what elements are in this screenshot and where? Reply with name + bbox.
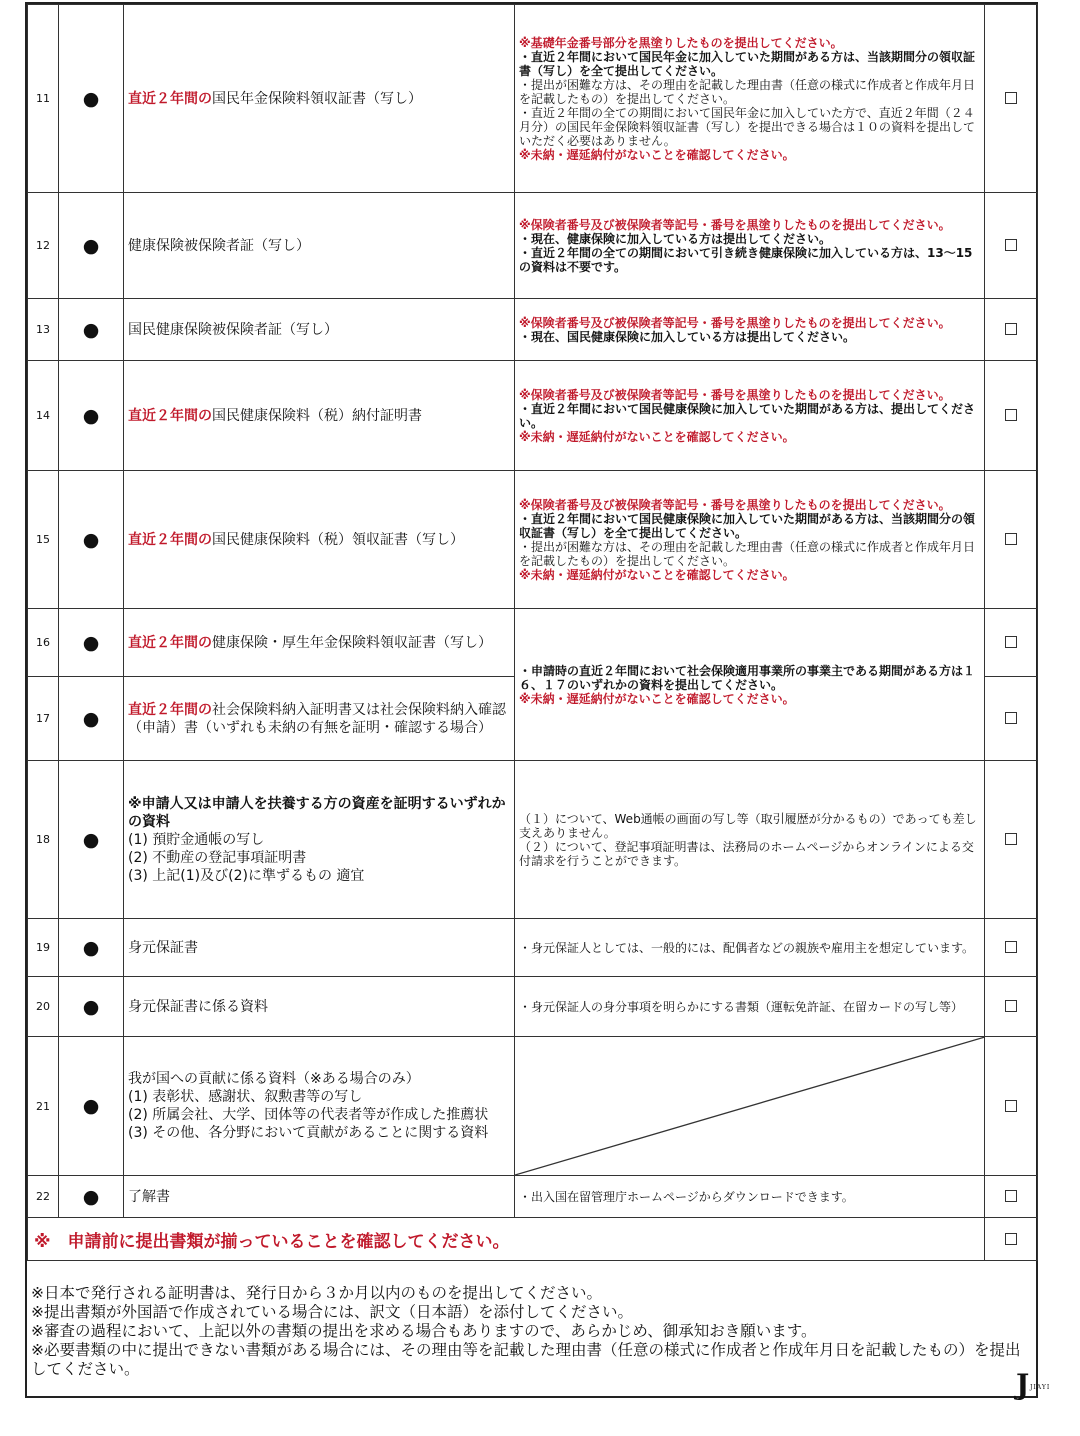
table-row: [28, 471, 1038, 609]
note-line: ※未納・遅延納付がないことを確認してください。: [519, 429, 795, 444]
document-notes: [515, 5, 985, 193]
document-title: 国民年金保険料領収証書（写し）: [212, 90, 422, 107]
checkbox-cell[interactable]: [985, 919, 1038, 977]
checkbox-cell[interactable]: [985, 1037, 1038, 1176]
document-title: 社会保険料納入証明書又は社会保険料納入確認（申請）書（いずれも未納の有無を証明・確認する場合）: [128, 701, 506, 736]
document-title: 健康保険被保険者証（写し）: [128, 237, 310, 254]
note-line: ※未納・遅延納付がないことを確認してください。: [519, 691, 795, 706]
document-name: [124, 919, 515, 977]
note-line: ・出入国在留管理庁ホームページからダウンロードできます。: [519, 1189, 854, 1204]
footnote: ※必要書類の中に提出できない書類がある場合には、その理由等を記載した理由書（任意の様式に作成者と作成年月日を記載したもの）を提出してください。: [31, 1341, 1021, 1378]
note-line: ・提出が困難な方は、その理由を記載した理由書（任意の様式に作成者と作成年月日を記載したもの）を提出してください。: [519, 539, 976, 568]
required-documents-table: [27, 4, 1038, 1261]
checkbox[interactable]: [1005, 941, 1017, 953]
note-line: ・現在、国民健康保険に加入している方は提出してください。: [519, 329, 856, 344]
document-title: 了解書: [128, 1188, 170, 1205]
checkbox[interactable]: [1005, 1190, 1017, 1202]
footnote: ※提出書類が外国語で作成されている場合には、訳文（日本語）を添付してください。: [31, 1303, 633, 1321]
row-number: 13: [28, 299, 59, 361]
note-line: ・直近２年間において国民健康保険に加入していた期間がある方は、当該期間分の領収証書（写し）を全て提出してください。: [519, 511, 976, 540]
note-line: ※保険者番号及び被保険者等記号・番号を黒塗りしたものを提出してください。: [519, 497, 951, 512]
row-number: 19: [28, 919, 59, 977]
required-bullet: ●: [59, 977, 124, 1037]
note-line: ※基礎年金番号部分を黒塗りしたものを提出してください。: [519, 35, 843, 50]
table-row: [28, 193, 1038, 299]
checkbox[interactable]: [1005, 1000, 1017, 1012]
table-row: [28, 361, 1038, 471]
table-row: [28, 299, 1038, 361]
required-bullet: ●: [59, 299, 124, 361]
checkbox[interactable]: [1005, 1100, 1017, 1112]
note-line: ・現在、健康保険に加入している方は提出してください。: [519, 231, 832, 246]
jiayi-logo: J JIAYI: [1016, 1368, 1051, 1401]
document-name: [124, 1037, 515, 1176]
document-title: 国民健康保険料（税）納付証明書: [212, 407, 422, 424]
checkbox[interactable]: [1005, 323, 1017, 335]
document-notes: [515, 609, 985, 761]
note-line: ・身元保証人の身分事項を明らかにする書類（運転免許証、在留カードの写し等）: [519, 999, 964, 1014]
document-notes: [515, 299, 985, 361]
checkbox-cell[interactable]: [985, 5, 1038, 193]
document-name: [124, 471, 515, 609]
note-line: ・直近２年間において国民年金に加入していた期間がある方は、当該期間分の領収証書（写し）を全て提出してください。: [519, 49, 976, 78]
row-number: 18: [28, 761, 59, 919]
checkbox-cell[interactable]: [985, 299, 1038, 361]
required-bullet: ●: [59, 609, 124, 677]
footnote: ※日本で発行される証明書は、発行日から３か月以内のものを提出してください。: [31, 1284, 602, 1302]
table-row: [28, 1176, 1038, 1218]
table-row: [28, 761, 1038, 919]
note-line: ※保険者番号及び被保険者等記号・番号を黒塗りしたものを提出してください。: [519, 217, 951, 232]
row-number: 16: [28, 609, 59, 677]
document-sheet: [25, 2, 1038, 1398]
document-name-line: (2) 不動産の登記事項証明書: [128, 849, 307, 866]
checkbox-cell[interactable]: [985, 361, 1038, 471]
period-highlight: 直近２年間の: [128, 407, 212, 424]
checkbox-cell[interactable]: [985, 1176, 1038, 1218]
period-highlight: 直近２年間の: [128, 701, 212, 718]
document-name: [124, 193, 515, 299]
document-name-line: 我が国への貢献に係る資料（※ある場合のみ）: [128, 1071, 420, 1087]
document-notes: [515, 761, 985, 919]
checkbox-cell[interactable]: [985, 977, 1038, 1037]
document-notes: [515, 193, 985, 299]
document-notes: [515, 1176, 985, 1218]
required-bullet: ●: [59, 1176, 124, 1218]
diagonal-strike: [515, 1037, 985, 1175]
note-line: ・直近２年間の全ての期間において国民年金に加入していた方で、直近２年間（２４月分）の国民年金保険料領収証書（写し）を提出できる場合は１０の資料を提出していただく必要はありません。: [519, 105, 976, 148]
checkbox-cell[interactable]: [985, 193, 1038, 299]
required-bullet: ●: [59, 677, 124, 761]
document-title: 国民健康保険料（税）領収証書（写し）: [212, 531, 464, 548]
checkbox[interactable]: [1005, 409, 1017, 421]
footnotes: [31, 1284, 1034, 1379]
required-bullet: ●: [59, 193, 124, 299]
row-number: 20: [28, 977, 59, 1037]
document-name: [124, 5, 515, 193]
document-name: [124, 677, 515, 761]
footnote: ※審査の過程において、上記以外の書類の提出を求める場合もありますので、あらかじめ、御承知おき願います。: [31, 1322, 817, 1340]
note-line: ・直近２年間の全ての期間において引き続き健康保険に加入している方は、13～15の資料は不要です。: [519, 245, 973, 274]
checkbox-cell[interactable]: [985, 761, 1038, 919]
note-line: （１）について、Web通帳の画面の写し等（取引履歴が分かるもの）であっても差し支えありません。: [519, 811, 977, 840]
confirm-message: ※ 申請前に提出書類が揃っていることを確認してください。: [28, 1218, 985, 1261]
required-bullet: ●: [59, 471, 124, 609]
document-name-line: (1) 表彰状、感謝状、叙勲書等の写し: [128, 1089, 363, 1105]
checkbox[interactable]: [1005, 1233, 1017, 1245]
not-applicable-cell: [515, 1037, 985, 1176]
note-line: ・身元保証人としては、一般的には、配偶者などの親族や雇用主を想定しています。: [519, 940, 975, 955]
note-line: ※保険者番号及び被保険者等記号・番号を黒塗りしたものを提出してください。: [519, 315, 951, 330]
checkbox[interactable]: [1005, 636, 1017, 648]
row-number: 21: [28, 1037, 59, 1176]
note-line: ※保険者番号及び被保険者等記号・番号を黒塗りしたものを提出してください。: [519, 387, 951, 402]
document-notes: [515, 977, 985, 1037]
table-row: [28, 609, 1038, 677]
required-bullet: ●: [59, 761, 124, 919]
row-number: 14: [28, 361, 59, 471]
checkbox-cell[interactable]: [985, 609, 1038, 677]
required-bullet: ●: [59, 5, 124, 193]
table-row: [28, 1037, 1038, 1176]
document-name: [124, 761, 515, 919]
checkbox-cell[interactable]: [985, 471, 1038, 609]
period-highlight: 直近２年間の: [128, 90, 212, 107]
document-notes: [515, 361, 985, 471]
required-bullet: ●: [59, 361, 124, 471]
document-name: [124, 609, 515, 677]
checkbox[interactable]: [1005, 712, 1017, 724]
row-number: 12: [28, 193, 59, 299]
document-title: 国民健康保険被保険者証（写し）: [128, 321, 338, 338]
note-line: ・申請時の直近２年間において社会保険適用事業所の事業主である期間がある方は１６、１７のいずれかの資料を提出してください。: [519, 663, 976, 692]
required-bullet: ●: [59, 919, 124, 977]
document-name-line: (3) その他、各分野において貢献があることに関する資料: [128, 1125, 489, 1141]
table-row: [28, 919, 1038, 977]
document-notes: [515, 919, 985, 977]
checkbox[interactable]: [1005, 533, 1017, 545]
document-name-line: (2) 所属会社、大学、団体等の代表者等が作成した推薦状: [128, 1107, 489, 1123]
document-name: [124, 299, 515, 361]
document-notes: [515, 471, 985, 609]
document-name-line: (1) 預貯金通帳の写し: [128, 831, 265, 848]
note-line: ・提出が困難な方は、その理由を記載した理由書（任意の様式に作成者と作成年月日を記載したもの）を提出してください。: [519, 77, 976, 106]
document-name-line: (3) 上記(1)及び(2)に準ずるもの 適宜: [128, 867, 365, 884]
checkbox-cell[interactable]: [985, 677, 1038, 761]
document-title: 身元保証書: [128, 939, 198, 956]
document-name-line: ※申請人又は申請人を扶養する方の資産を証明するいずれかの資料: [128, 795, 506, 830]
document-name: [124, 361, 515, 471]
checkbox[interactable]: [1005, 239, 1017, 251]
document-title: 身元保証書に係る資料: [128, 998, 268, 1015]
table-row: [28, 5, 1038, 193]
confirm-row: [28, 1218, 1038, 1261]
required-bullet: ●: [59, 1037, 124, 1176]
table-row: [28, 977, 1038, 1037]
note-line: ※未納・遅延納付がないことを確認してください。: [519, 567, 795, 582]
note-line: ※未納・遅延納付がないことを確認してください。: [519, 147, 795, 162]
row-number: 17: [28, 677, 59, 761]
checkbox[interactable]: [1005, 92, 1017, 104]
row-number: 11: [28, 5, 59, 193]
period-highlight: 直近２年間の: [128, 634, 212, 651]
period-highlight: 直近２年間の: [128, 531, 212, 548]
row-number: 15: [28, 471, 59, 609]
document-name: [124, 977, 515, 1037]
note-line: （２）について、登記事項証明書は、法務局のホームページからオンラインによる交付請求を行うことができます。: [519, 839, 974, 868]
document-name: [124, 1176, 515, 1218]
document-title: 健康保険・厚生年金保険料領収証書（写し）: [212, 634, 492, 651]
note-line: ・直近２年間において国民健康保険に加入していた期間がある方は、提出してください。: [519, 401, 976, 430]
row-number: 22: [28, 1176, 59, 1218]
checkbox-cell[interactable]: [985, 1218, 1038, 1261]
checkbox[interactable]: [1005, 833, 1017, 845]
